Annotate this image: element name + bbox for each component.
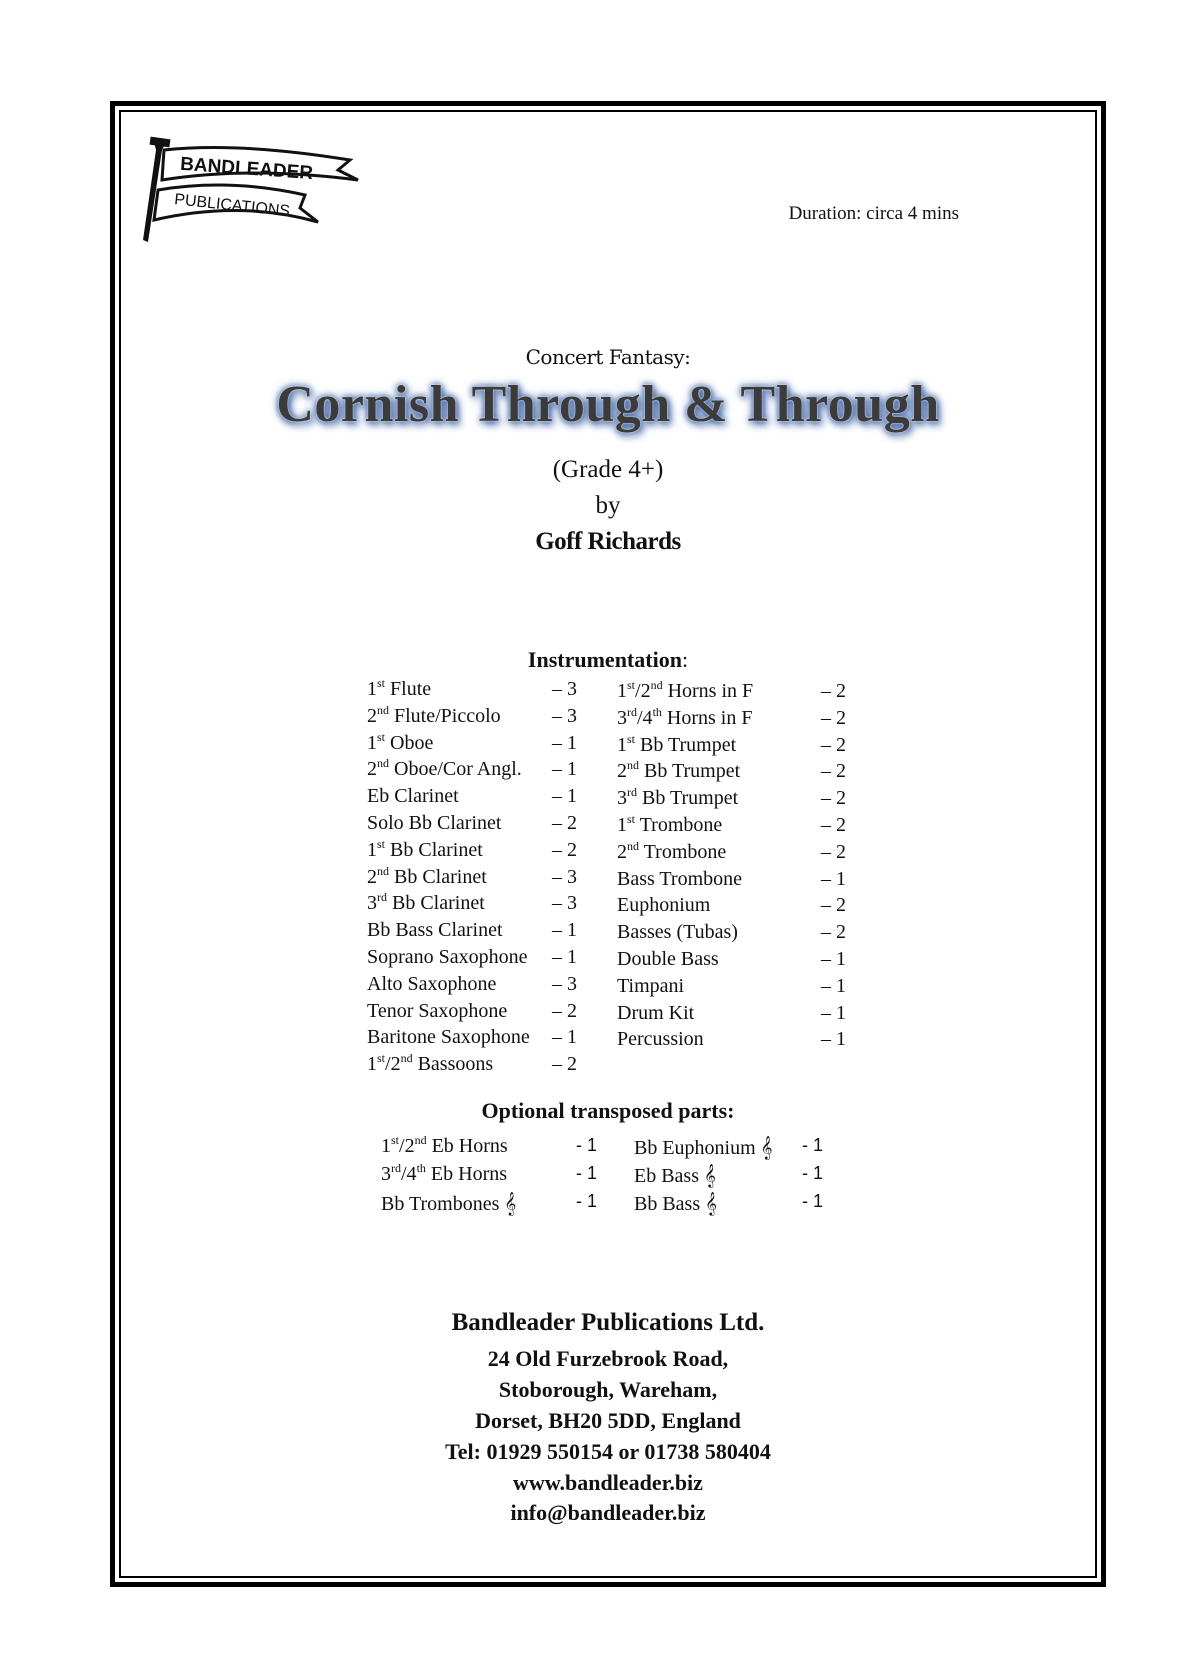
part-ordinal-suffix: nd <box>627 758 639 773</box>
treble-clef-icon: 𝄞 <box>504 1191 517 1215</box>
part-quantity: – 1 <box>821 974 846 997</box>
part-label: Bb Bass <box>634 1193 706 1215</box>
part-name <box>381 1191 516 1216</box>
part-ordinal-suffix: nd <box>650 678 663 692</box>
part-label: Oboe <box>385 731 434 754</box>
part-label: Soprano Saxophone <box>367 945 528 968</box>
part-label: Timpani <box>617 974 685 997</box>
part-label: Bb Trumpet <box>639 760 741 783</box>
part-quantity: – 3 <box>552 972 577 995</box>
bandleader-logo <box>140 130 390 245</box>
part-quantity: – 2 <box>821 733 846 756</box>
part-name <box>367 702 501 728</box>
part-ordinal-suffix: nd <box>377 863 389 878</box>
part-quantity: - 1 <box>802 1135 824 1155</box>
part-ordinal-suffix: rd <box>627 785 637 800</box>
part-quantity: – 3 <box>552 704 577 727</box>
treble-clef-icon: 𝄞 <box>704 1163 716 1187</box>
part-name <box>634 1135 773 1160</box>
part-ordinal-suffix: th <box>652 704 662 719</box>
part-quantity: – 2 <box>821 921 846 944</box>
treble-clef-icon: 𝄞 <box>760 1135 773 1159</box>
part-ordinal-suffix: st <box>627 731 636 746</box>
instrumentation-heading-colon: : <box>681 647 689 672</box>
part-ordinal: 2 <box>367 865 377 888</box>
part-label: Eb Horns <box>425 1163 508 1185</box>
part-quantity: - 1 <box>576 1191 598 1211</box>
part-ordinal-suffix: nd <box>400 1051 413 1066</box>
part-quantity: – 1 <box>552 758 577 781</box>
part-label: /4 <box>637 706 653 729</box>
duration-text: Duration: circa 4 mins <box>788 203 959 224</box>
part-quantity: – 1 <box>552 731 577 754</box>
part-quantity: - 1 <box>802 1191 824 1211</box>
part-name <box>381 1163 507 1186</box>
part-ordinal-suffix: st <box>377 1051 386 1066</box>
part-label: Bb Bass Clarinet <box>367 919 503 942</box>
part-name <box>367 946 528 969</box>
part-quantity: - 1 <box>576 1163 598 1183</box>
piece-title: Cornish Through & Through <box>276 376 940 433</box>
part-quantity: – 1 <box>552 919 577 942</box>
part-label: Horns in F <box>661 706 753 729</box>
part-label: Baritone Saxophone <box>367 1026 530 1049</box>
part-name <box>367 973 496 996</box>
part-name <box>617 704 753 730</box>
part-label: Trombone <box>639 840 727 863</box>
part-quantity: – 2 <box>821 680 846 702</box>
part-ordinal: 3 <box>367 892 377 915</box>
part-label: Bass Trombone <box>617 867 743 890</box>
publisher-phone: Tel: 01929 550154 or 01738 580404 <box>445 1439 771 1464</box>
part-quantity: – 2 <box>821 840 846 863</box>
part-quantity: – 2 <box>821 894 846 917</box>
part-ordinal-suffix: st <box>627 811 636 826</box>
part-label: Horns in F <box>662 680 754 702</box>
publisher-website[interactable]: www.bandleader.biz <box>513 1470 703 1495</box>
part-ordinal: 3 <box>617 787 627 810</box>
part-quantity: – 2 <box>821 760 846 783</box>
part-ordinal: 1 <box>367 1053 377 1076</box>
part-ordinal: 1 <box>617 680 627 702</box>
part-label: /2 <box>385 1053 401 1076</box>
part-label: Eb Bass <box>634 1165 704 1187</box>
part-label: Bb Clarinet <box>385 838 483 861</box>
part-label: Euphonium <box>617 894 711 917</box>
part-quantity: – 1 <box>821 867 846 890</box>
part-name <box>367 785 459 808</box>
subtitle: Concert Fantasy: <box>525 345 691 369</box>
part-name <box>367 758 522 781</box>
grade: (Grade 4+) <box>552 456 664 483</box>
part-quantity: – 2 <box>552 1053 577 1076</box>
part-name <box>367 892 485 915</box>
part-quantity: – 2 <box>821 787 846 810</box>
part-ordinal-suffix: rd <box>377 890 387 905</box>
part-name <box>617 868 742 891</box>
part-ordinal-suffix: st <box>377 729 386 744</box>
part-ordinal-suffix: nd <box>377 702 389 717</box>
part-ordinal-suffix: th <box>416 1161 426 1175</box>
part-quantity: – 3 <box>552 892 577 915</box>
part-ordinal-suffix: nd <box>377 756 389 771</box>
part-label: Solo Bb Clarinet <box>367 811 502 834</box>
part-name <box>617 731 737 757</box>
part-quantity: – 1 <box>552 1026 577 1049</box>
part-label: Oboe/Cor Angl. <box>389 758 522 781</box>
part-ordinal: 1 <box>381 1135 391 1157</box>
part-quantity: – 2 <box>552 811 577 834</box>
part-name <box>367 919 503 942</box>
composer: Goff Richards <box>535 528 681 555</box>
publisher-name: Bandleader Publications Ltd. <box>451 1309 765 1336</box>
part-ordinal-suffix: nd <box>414 1133 427 1147</box>
part-ordinal: 1 <box>367 678 377 700</box>
part-ordinal: 2 <box>617 760 627 783</box>
part-label: Bb Trumpet <box>637 787 739 810</box>
part-label: /2 <box>635 680 651 702</box>
part-quantity: - 1 <box>802 1163 824 1183</box>
part-quantity: – 1 <box>552 945 577 968</box>
part-ordinal-suffix: st <box>391 1133 400 1147</box>
part-name <box>367 1053 493 1076</box>
part-ordinal: 2 <box>367 758 377 781</box>
part-ordinal: 3 <box>617 706 627 729</box>
logo-line1: BANDLEADER <box>179 153 314 185</box>
part-label: Alto Saxophone <box>367 972 497 995</box>
part-label: /2 <box>399 1135 415 1157</box>
part-name <box>617 921 738 944</box>
part-label: Eb Horns <box>426 1135 508 1157</box>
part-ordinal-suffix: st <box>627 678 636 692</box>
part-name <box>634 1163 716 1188</box>
part-name <box>617 894 710 917</box>
part-label: Eb Clarinet <box>367 785 459 808</box>
part-ordinal-suffix: rd <box>391 1161 401 1175</box>
publisher-email[interactable]: info@bandleader.biz <box>510 1500 706 1525</box>
part-label: Bassoons <box>412 1053 494 1076</box>
part-label: Double Bass <box>617 947 719 970</box>
optional-parts-heading: Optional transposed parts: <box>481 1098 735 1123</box>
part-ordinal: 1 <box>367 731 377 754</box>
part-ordinal-suffix: st <box>377 836 386 851</box>
part-quantity: – 1 <box>821 1028 846 1051</box>
part-name <box>617 787 738 810</box>
part-label: Flute/Piccolo <box>389 704 501 727</box>
part-label: Bb Euphonium <box>634 1137 761 1159</box>
part-quantity: – 1 <box>821 947 846 970</box>
part-quantity: – 2 <box>821 813 846 836</box>
part-ordinal: 3 <box>381 1163 391 1185</box>
part-name <box>617 948 719 971</box>
part-name <box>617 838 727 864</box>
logo-line2: PUBLICATIONS <box>173 191 291 221</box>
part-name <box>617 760 740 783</box>
part-quantity: – 2 <box>552 838 577 861</box>
part-label: Bb Trombones <box>381 1193 505 1215</box>
part-name <box>617 680 753 703</box>
part-quantity: – 2 <box>821 706 846 729</box>
part-name <box>634 1191 717 1216</box>
part-label: Bb Trumpet <box>635 733 737 756</box>
part-label: Tenor Saxophone <box>367 999 508 1022</box>
part-name <box>381 1135 508 1158</box>
part-ordinal-suffix: nd <box>627 838 639 853</box>
part-label: Drum Kit <box>617 1001 695 1024</box>
part-ordinal-suffix: st <box>377 676 386 690</box>
instrumentation-heading-text: Instrumentation <box>527 647 682 672</box>
part-quantity: – 1 <box>552 785 577 808</box>
part-name <box>367 1026 530 1049</box>
part-quantity: – 3 <box>552 678 577 700</box>
part-label: /4 <box>401 1163 417 1185</box>
part-ordinal: 1 <box>367 838 377 861</box>
part-name <box>367 729 434 755</box>
part-name <box>617 975 684 998</box>
part-name <box>367 678 431 701</box>
treble-clef-icon: 𝄞 <box>705 1191 717 1215</box>
part-ordinal: 2 <box>367 704 377 727</box>
part-label: Bb Clarinet <box>389 865 487 888</box>
part-ordinal-suffix: rd <box>627 704 637 719</box>
part-ordinal: 2 <box>617 840 627 863</box>
by-text: by <box>595 492 621 519</box>
part-label: Percussion <box>617 1028 704 1051</box>
part-name <box>367 1000 507 1023</box>
instrumentation-heading <box>119 647 1097 673</box>
part-name <box>367 836 483 862</box>
part-label: Flute <box>385 678 432 700</box>
part-quantity: – 1 <box>821 1001 846 1024</box>
publisher-address-line1: 24 Old Furzebrook Road, <box>487 1346 729 1371</box>
part-ordinal: 1 <box>617 813 627 836</box>
part-name <box>617 1002 694 1025</box>
publisher-address-line3: Dorset, BH20 5DD, England <box>475 1408 741 1433</box>
part-name <box>367 812 501 835</box>
publisher-address-line2: Stoborough, Wareham, <box>498 1377 718 1402</box>
part-label: Trombone <box>635 813 723 836</box>
part-ordinal: 1 <box>617 733 627 756</box>
part-label: Basses (Tubas) <box>617 921 738 944</box>
part-quantity: - 1 <box>576 1135 598 1155</box>
part-quantity: – 3 <box>552 865 577 888</box>
part-name <box>617 1028 704 1051</box>
part-name <box>617 811 723 837</box>
part-quantity: – 2 <box>552 999 577 1022</box>
part-label: Bb Clarinet <box>387 892 485 915</box>
part-name <box>367 863 487 889</box>
